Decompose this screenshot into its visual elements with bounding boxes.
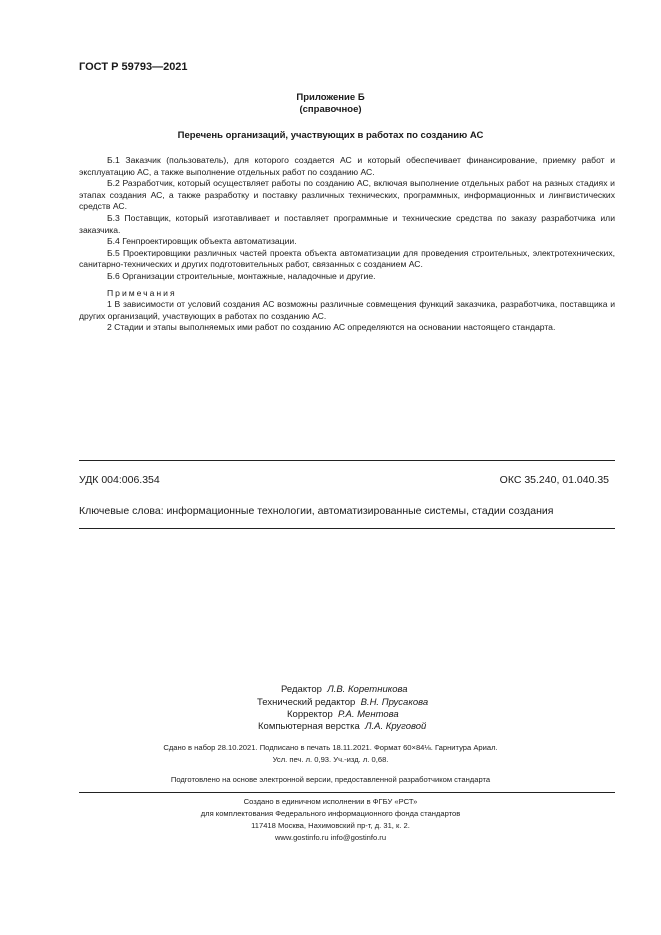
divider [79, 528, 615, 529]
organizations-list [79, 155, 615, 334]
keywords: Ключевые слова: информационные технологии, автоматизированные системы, стадии создания [79, 505, 554, 517]
imprint-line: Усл. печ. л. 0,93. Уч.-изд. л. 0,68. [272, 755, 389, 764]
divider [79, 460, 615, 461]
notes-title: Примечания [107, 287, 177, 298]
list-item: Б.2 Разработчик, который осуществляет работы по созданию АС, включая выполнение отдельных работ на разных стадиях и этапах создания АС, а также разработку и поставку различных технических, программных, информационных и лингвистических средств АС. [79, 178, 615, 212]
list-item: Б.3 Поставщик, который изготавливает и поставляет программные и технические средства по заказу разработчика или заказчика. [79, 212, 615, 235]
udk-code: УДК 004:006.354 [79, 474, 160, 486]
credit-layout: Компьютерная верстка Л.А. Круговой [258, 721, 427, 732]
appendix-heading: Перечень организаций, участвующих в работах по созданию АС [177, 130, 484, 141]
note-item: 1 В зависимости от условий создания АС возможны различные совмещения функций заказчика, разработчика, поставщика и других организаций, участвующих в работах по созданию АС. [79, 299, 615, 321]
credit-editor: Редактор Л.В. Коретникова [281, 684, 408, 695]
credit-tech-editor: Технический редактор В.Н. Прусакова [257, 697, 429, 708]
footer-line: Создано в единичном исполнении в ФГБУ «РСТ» [243, 797, 418, 806]
divider [79, 792, 615, 793]
list-item: Б.1 Заказчик (пользователь), для которого создается АС и который обеспечивает финансирование, приемку работ и эксплуатацию АС, а также выполнение отдельных работ по созданию АС. [79, 155, 615, 177]
standard-number: ГОСТ Р 59793—2021 [79, 61, 188, 73]
footer-address: 117418 Москва, Нахимовский пр-т, д. 31, к. 2. [251, 821, 410, 830]
classification-row [79, 474, 615, 486]
note-item: 2 Стадии и этапы выполняемых ими работ по созданию АС определяются на основании настоящего стандарта. [107, 322, 556, 333]
imprint-line: Сдано в набор 28.10.2021. Подписано в печать 18.11.2021. Формат 60×84⅛. Гарнитура Ариал. [163, 743, 498, 752]
credit-proofreader: Корректор Р.А. Ментова [287, 709, 399, 720]
list-item: Б.6 Организации строительные, монтажные, наладочные и другие. [107, 270, 376, 281]
list-item: Б.4 Генпроектировщик объекта автоматизации. [107, 236, 297, 247]
imprint-source: Подготовлено на основе электронной версии, предоставленной разработчиком стандарта [170, 775, 491, 784]
footer-line: для комплектования Федерального информационного фонда стандартов [200, 809, 461, 818]
appendix-subtitle: (справочное) [299, 104, 362, 115]
appendix-title: Приложение Б [296, 92, 365, 103]
footer-contacts: www.gostinfo.ru info@gostinfo.ru [274, 833, 387, 842]
oks-code: ОКС 35.240, 01.040.35 [499, 474, 609, 486]
list-item: Б.5 Проектировщики различных частей проекта объекта автоматизации для проведения строительных, электротехнических, санитарно-технических и других подготовительных работ, связанных с созданием АС. [79, 247, 615, 270]
